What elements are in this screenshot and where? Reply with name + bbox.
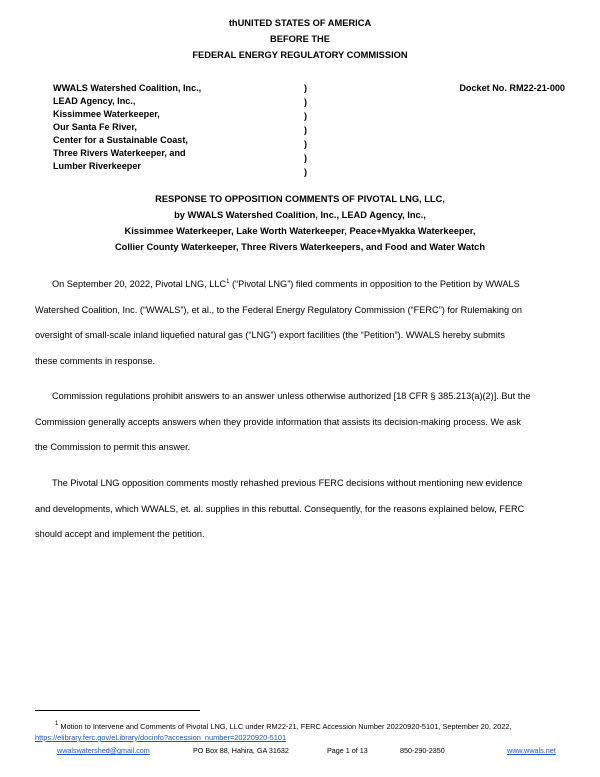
footnote-link[interactable]: https://elibrary.ferc.gov/eLibrary/docinfo?accession_number=20220920-5101 [35,733,287,742]
paragraph-line: these comments in response. [35,355,156,366]
footnote [35,719,575,743]
caption-party-1: WWALS Watershed Coalition, Inc., [53,83,202,93]
response-title-line-1: RESPONSE TO OPPOSITION COMMENTS OF PIVOTAL LNG, LLC, [155,194,445,204]
footer-phone: 850-290-2350 [400,746,445,755]
response-title-line-2: by WWALS Watershed Coalition, Inc., LEAD Agency, Inc., [174,210,426,220]
footer-address: PO Box 88, Hahira, GA 31632 [193,746,289,755]
footnote-text-line: $^1$ Motion to Intervene and Comments of Pivotal LNG, LLC under RM22-21, FERC Accession Number 20220920-5101, September 20, 2022, [55,721,512,731]
caption-party-7: Lumber Riverkeeper [53,161,141,171]
caption-paren: ) [304,153,308,163]
body-paragraph-2 [35,384,565,461]
paragraph-line: oversight of small-scale inland liquefied natural gas (“LNG”) export facilities (the “Petition”). WWALS hereby submits [35,330,505,340]
footer-website-link[interactable]: www.wwals.net [507,746,556,755]
footer-email-link[interactable]: wwalswatershed@gmail.com [57,746,150,755]
caption-party-5: Center for a Sustainable Coast, [53,135,188,145]
header-country: thUNITED STATES OF AMERICA [228,18,372,28]
header-commission: FEDERAL ENERGY REGULATORY COMMISSION [192,50,408,60]
header-before: BEFORE THE [270,34,330,44]
caption-party-4: Our Santa Fe River, [53,122,137,132]
caption-paren: ) [304,111,308,121]
caption-party-3: Kissimmee Waterkeeper, [53,109,160,119]
paragraph-line: Commission regulations prohibit answers to an answer unless otherwise authorized [18 CFR § 385.213(a)(2)]. But the [52,391,531,401]
response-title-line-4: Collier County Waterkeeper, Three Rivers Waterkeepers, and Food and Water Watch [114,242,486,252]
caption-paren: ) [304,167,308,177]
docket-number: Docket No. RM22-21-000 [459,83,565,93]
caption-party-6: Three Rivers Waterkeeper, and [53,148,186,158]
paragraph-line: Commission generally accepts answers when they provide information that assists its decision-making process. We ask [35,416,521,427]
caption-paren: ) [304,139,308,149]
response-title-line-3: Kissimmee Waterkeeper, Lake Worth Waterkeeper, Peace+Myakka Waterkeeper, [124,226,476,236]
body-paragraph-3 [35,471,565,548]
caption-paren: ) [304,83,308,93]
paragraph-line: the Commission to permit this answer. [35,442,191,452]
page-footer [0,745,600,757]
paragraph-line: On September 20, 2022, Pivotal LNG, LLC$^1$ (“Pivotal LNG”) filed comments in opposition to the Petition by WWALS [52,279,520,289]
footnote-number: 1 [55,721,59,727]
caption-paren: ) [304,97,308,107]
paragraph-line: should accept and implement the petition. [35,529,205,539]
footer-page-number: Page 1 of 13 [327,746,368,755]
caption-paren: ) [304,125,308,135]
body-paragraph-1 [35,270,565,374]
paragraph-line: The Pivotal LNG opposition comments mostly rehashed previous FERC decisions without mentioning new evidence [52,478,523,488]
footnote-reference[interactable]: 1 [226,279,230,285]
caption-party-2: LEAD Agency, Inc., [53,96,136,106]
paragraph-line: and developments, which WWALS, et. al. supplies in this rebuttal. Consequently, for the reasons explained below, FERC [35,503,525,514]
paragraph-line: Watershed Coalition, Inc. (“WWALS”), et al., to the Federal Energy Regulatory Commission (“FERC”) for Rulemaking on [35,304,522,315]
footnote-separator [35,710,200,711]
